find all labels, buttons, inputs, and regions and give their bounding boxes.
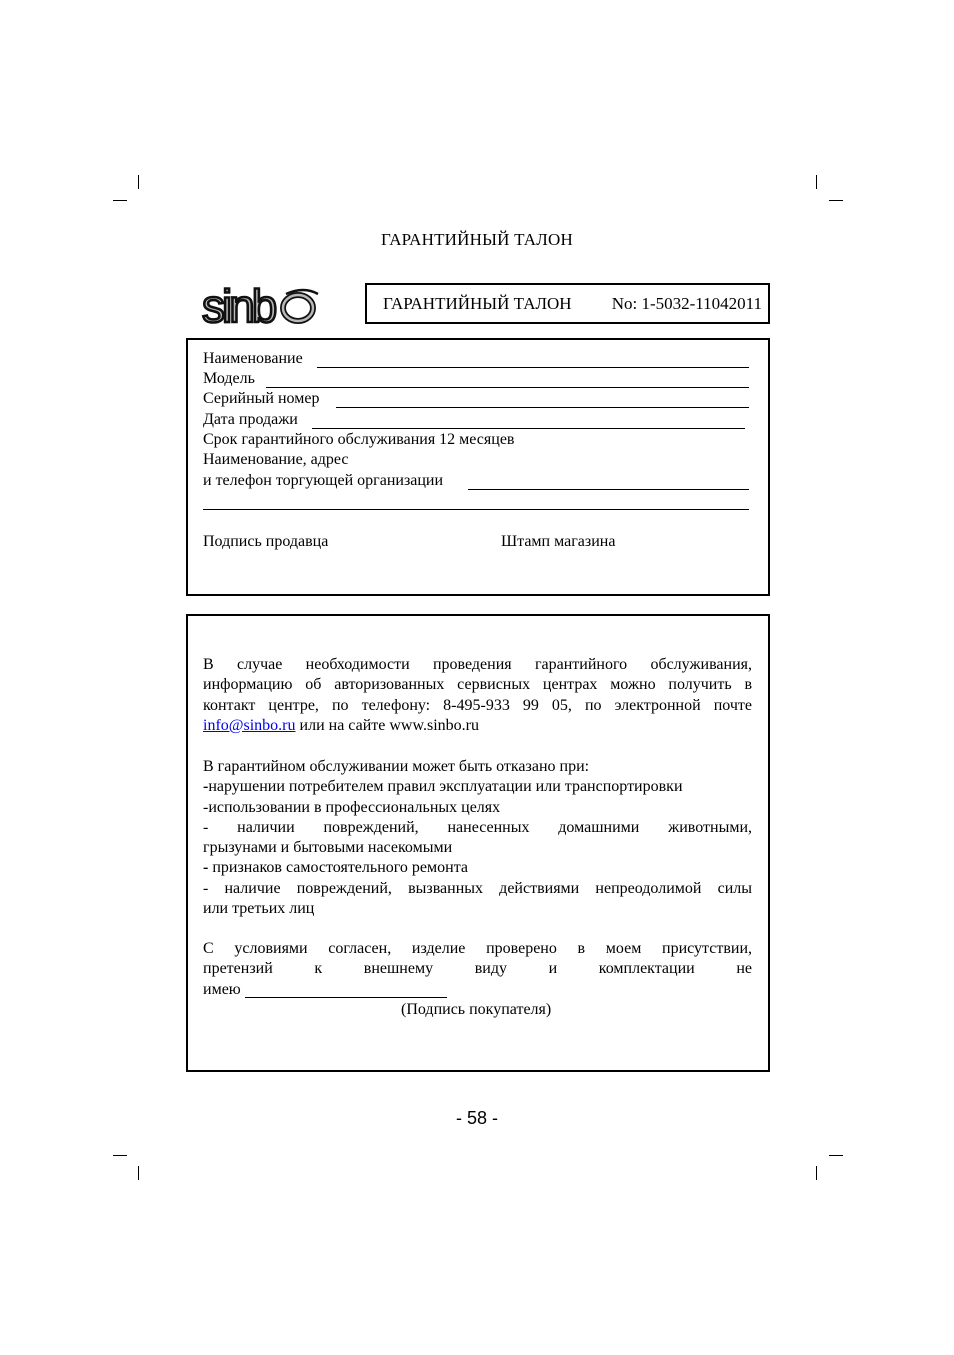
org-label-line2: и телефон торгующей организации bbox=[203, 472, 444, 489]
refusal-item: - наличие повреждений, вызванных действиями непреодолимой силы bbox=[203, 879, 752, 897]
crop-mark bbox=[816, 1166, 817, 1180]
refusal-item-continued: грызунами и бытовыми насекомыми bbox=[203, 839, 453, 857]
agreement-line: С условиями согласен, изделие проверено в моем присутствии, bbox=[203, 940, 752, 957]
page-heading: ГАРАНТИЙНЫЙ ТАЛОН bbox=[381, 230, 573, 249]
service-contact-line bbox=[203, 716, 752, 736]
date-field-line bbox=[312, 428, 745, 429]
service-line: В случае необходимости проведения гарантийного обслуживания, bbox=[203, 656, 752, 673]
sinbo-logo-icon bbox=[200, 280, 320, 330]
refusal-item: - признаков самостоятельного ремонта bbox=[203, 859, 468, 877]
page-number: - 58 - bbox=[455, 1108, 498, 1128]
talon-header-box bbox=[365, 283, 770, 324]
model-label: Модель bbox=[203, 370, 255, 387]
crop-mark bbox=[113, 1155, 127, 1156]
org-label-line1: Наименование, адрес bbox=[203, 451, 349, 468]
date-label: Дата продажи bbox=[203, 411, 298, 428]
crop-mark bbox=[138, 1166, 139, 1180]
buyer-signature-label: (Подпись покупателя) bbox=[401, 1001, 552, 1018]
refusal-item: -нарушении потребителем правил эксплуатации или транспортировки bbox=[203, 778, 683, 796]
refusal-item: -использовании в профессиональных целях bbox=[203, 798, 501, 816]
org-field-line-2 bbox=[203, 509, 749, 510]
serial-label: Серийный номер bbox=[203, 390, 320, 407]
warranty-period: Срок гарантийного обслуживания 12 месяцев bbox=[203, 431, 515, 448]
crop-mark bbox=[113, 200, 127, 201]
crop-mark bbox=[829, 200, 843, 201]
talon-title: ГАРАНТИЙНЫЙ ТАЛОН bbox=[383, 294, 572, 313]
refusal-item: - наличии повреждений, нанесенных домашними животными, bbox=[203, 818, 752, 836]
crop-mark bbox=[138, 175, 139, 189]
org-field-line bbox=[468, 489, 749, 490]
serial-field-line bbox=[336, 407, 749, 408]
refusal-title: В гарантийном обслуживании может быть отказано при: bbox=[203, 758, 590, 775]
svg-text:sinb: sinb bbox=[202, 280, 275, 330]
seller-signature-label: Подпись продавца bbox=[203, 533, 329, 550]
name-field-line bbox=[317, 367, 749, 368]
service-paragraph bbox=[203, 655, 752, 736]
talon-number: No: 1-5032-11042011 bbox=[611, 294, 762, 313]
refusal-paragraph bbox=[203, 757, 752, 919]
site-text: или на сайте www.sinbo.ru bbox=[295, 716, 479, 734]
model-field-line bbox=[266, 387, 749, 388]
crop-mark bbox=[829, 1155, 843, 1156]
store-stamp-label: Штамп магазина bbox=[501, 533, 616, 550]
sinbo-logo bbox=[200, 280, 320, 330]
service-line: информацию об авторизованных сервисных центрах можно получить в bbox=[203, 676, 752, 694]
name-label: Наименование bbox=[203, 350, 303, 367]
crop-mark bbox=[816, 175, 817, 189]
agreement-line: претензий к внешнему виду и комплектации не bbox=[203, 960, 752, 978]
service-line: контакт центре, по телефону: 8-495-933 99 05, по электронной почте bbox=[203, 696, 752, 714]
buyer-signature-line bbox=[245, 997, 447, 998]
agreement-line: имею bbox=[203, 980, 241, 998]
refusal-item-continued: или третьих лиц bbox=[203, 900, 315, 918]
email-link[interactable]: info@sinbo.ru bbox=[203, 716, 296, 734]
agreement-paragraph bbox=[203, 939, 752, 1000]
